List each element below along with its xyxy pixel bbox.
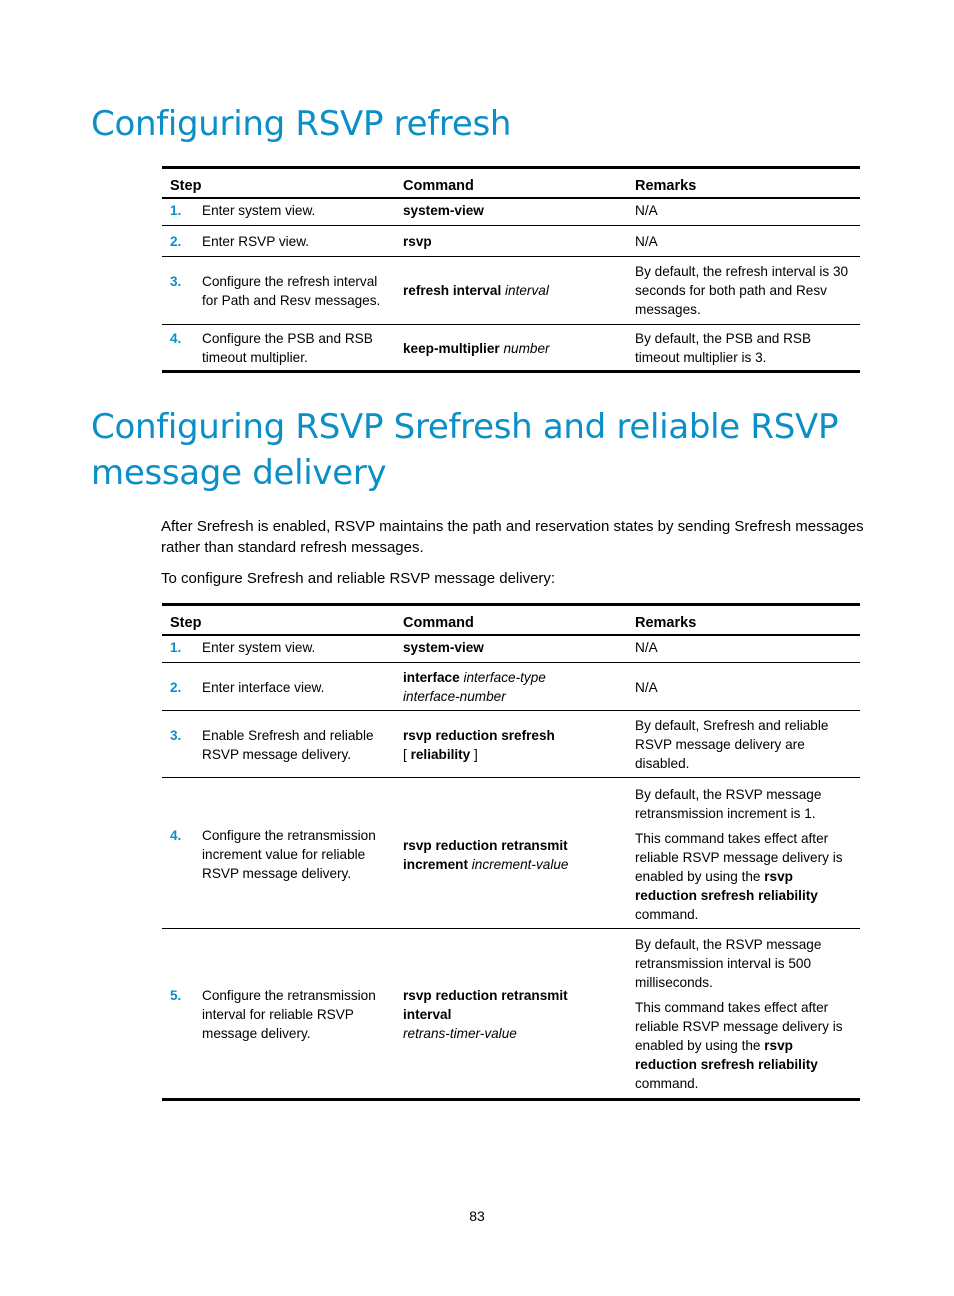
step-description: Enter RSVP view. bbox=[202, 234, 310, 249]
command-text: interface-type bbox=[463, 670, 546, 685]
remark-segment: command. bbox=[635, 1076, 699, 1091]
command-cell bbox=[395, 325, 627, 372]
command-cell bbox=[395, 663, 627, 711]
step-description: Configure the retransmission increment value for reliable RSVP message delivery. bbox=[202, 828, 376, 881]
step-description: Enter system view. bbox=[202, 640, 316, 655]
page-number: 83 bbox=[469, 1208, 485, 1224]
step-number: 4. bbox=[170, 828, 182, 843]
procedure-intro: To configure Srefresh and reliable RSVP message delivery: bbox=[161, 570, 556, 587]
remark-text bbox=[635, 829, 852, 924]
remark-segment: This command takes effect after reliable RSVP message delivery is enabled by using the bbox=[635, 1000, 843, 1053]
table-row bbox=[162, 929, 860, 1100]
remarks-cell bbox=[627, 663, 860, 711]
table-row bbox=[162, 778, 860, 929]
command-text: refresh interval bbox=[403, 283, 502, 298]
step-cell bbox=[162, 929, 395, 1100]
step-number: 3. bbox=[170, 273, 182, 289]
command-cell bbox=[395, 257, 627, 325]
table-row bbox=[162, 198, 860, 226]
command-text: interface-number bbox=[403, 689, 506, 704]
remark-text: N/A bbox=[635, 679, 658, 695]
remarks-cell bbox=[627, 635, 860, 663]
command-text: keep-multiplier bbox=[403, 340, 500, 356]
step-number: 1. bbox=[170, 640, 182, 655]
command-text: system-view bbox=[403, 203, 484, 218]
remark-text: N/A bbox=[635, 203, 658, 218]
command-cell bbox=[395, 711, 627, 778]
remark-text: By default, the PSB and RSB timeout multiplier is 3. bbox=[635, 331, 812, 365]
table-row bbox=[162, 711, 860, 778]
header-remarks: Remarks bbox=[627, 605, 860, 636]
command-text: rsvp bbox=[403, 234, 432, 249]
remark-segment: This command takes effect after reliable RSVP message delivery is enabled by using the bbox=[635, 831, 843, 884]
remark-segment: rsvp reduction srefresh reliability bbox=[635, 1038, 818, 1072]
header-step: Step bbox=[162, 605, 395, 636]
section-title-srefresh bbox=[91, 404, 838, 496]
command-cell bbox=[395, 778, 627, 929]
command-cell bbox=[395, 198, 627, 226]
command-cell bbox=[395, 635, 627, 663]
step-description: Configure the retransmission interval for reliable RSVP message delivery. bbox=[202, 987, 376, 1041]
command-text: ] bbox=[470, 746, 478, 762]
header-command: Command bbox=[395, 168, 627, 199]
command-text: system-view bbox=[403, 640, 484, 655]
step-cell bbox=[162, 257, 395, 325]
section-title-line1: Configuring RSVP Srefresh and reliable RSVP bbox=[91, 407, 839, 447]
remark-text: N/A bbox=[635, 234, 658, 249]
command-text: increment bbox=[403, 856, 468, 872]
section-title-line2: message delivery bbox=[91, 453, 387, 493]
remark-text: By default, the refresh interval is 30 seconds for both path and Resv messages. bbox=[635, 264, 849, 317]
table-header-row bbox=[162, 168, 860, 199]
step-description: Enable Srefresh and reliable RSVP message delivery. bbox=[202, 727, 374, 762]
remarks-cell bbox=[627, 198, 860, 226]
step-number: 2. bbox=[170, 234, 182, 249]
step-number: 1. bbox=[170, 203, 182, 218]
command-text: retrans-timer-value bbox=[403, 1025, 517, 1041]
step-cell bbox=[162, 325, 395, 372]
command-text: interval bbox=[505, 283, 549, 298]
step-cell bbox=[162, 226, 395, 257]
step-cell bbox=[162, 635, 395, 663]
remark-text: N/A bbox=[635, 640, 658, 655]
rsvp-refresh-table bbox=[162, 166, 860, 373]
command-text: [ bbox=[403, 746, 411, 762]
command-text: rsvp reduction retransmit bbox=[403, 837, 568, 853]
step-cell bbox=[162, 778, 395, 929]
command-text: rsvp reduction srefresh bbox=[403, 727, 555, 743]
step-number: 3. bbox=[170, 727, 182, 743]
step-description: Enter interface view. bbox=[202, 679, 325, 695]
step-number: 2. bbox=[170, 679, 182, 695]
srefresh-table bbox=[162, 603, 860, 1101]
step-cell bbox=[162, 198, 395, 226]
table-row bbox=[162, 325, 860, 372]
remarks-cell bbox=[627, 711, 860, 778]
remark-text: By default, Srefresh and reliable RSVP message delivery are disabled. bbox=[635, 718, 829, 771]
step-cell bbox=[162, 663, 395, 711]
header-command: Command bbox=[395, 605, 627, 636]
command-cell bbox=[395, 929, 627, 1100]
table-row bbox=[162, 663, 860, 711]
table-row bbox=[162, 226, 860, 257]
remark-text bbox=[635, 998, 852, 1093]
step-number: 5. bbox=[170, 987, 182, 1003]
table-row bbox=[162, 635, 860, 663]
command-text: reliability bbox=[410, 746, 471, 762]
remark-text: By default, the RSVP message retransmission interval is 500 milliseconds. bbox=[635, 937, 822, 990]
step-cell bbox=[162, 711, 395, 778]
command-text: number bbox=[503, 340, 550, 356]
command-text: increment-value bbox=[471, 856, 569, 872]
remarks-cell bbox=[627, 778, 860, 929]
header-step: Step bbox=[162, 168, 395, 199]
remarks-cell bbox=[627, 929, 860, 1100]
remark-segment: rsvp reduction srefresh reliability bbox=[635, 869, 818, 903]
intro-paragraph: After Srefresh is enabled, RSVP maintains the path and reservation states by sending Srefresh messages rather than standard refresh messages. bbox=[161, 518, 864, 556]
section-title-rsvp-refresh: Configuring RSVP refresh bbox=[91, 104, 512, 144]
remarks-cell bbox=[627, 226, 860, 257]
remark-segment: command. bbox=[635, 907, 699, 922]
step-description: Configure the refresh interval for Path and Resv messages. bbox=[202, 273, 381, 308]
table-header-row bbox=[162, 605, 860, 636]
remarks-cell bbox=[627, 325, 860, 372]
command-cell bbox=[395, 226, 627, 257]
header-remarks: Remarks bbox=[627, 168, 860, 199]
step-description: Configure the PSB and RSB timeout multiplier. bbox=[202, 331, 373, 365]
step-number: 4. bbox=[170, 331, 182, 346]
command-text: rsvp reduction retransmit interval bbox=[403, 987, 568, 1022]
remarks-cell bbox=[627, 257, 860, 325]
table-row bbox=[162, 257, 860, 325]
remark-text: By default, the RSVP message retransmission increment is 1. bbox=[635, 787, 822, 821]
command-text: interface bbox=[403, 670, 460, 685]
step-description: Enter system view. bbox=[202, 203, 316, 218]
